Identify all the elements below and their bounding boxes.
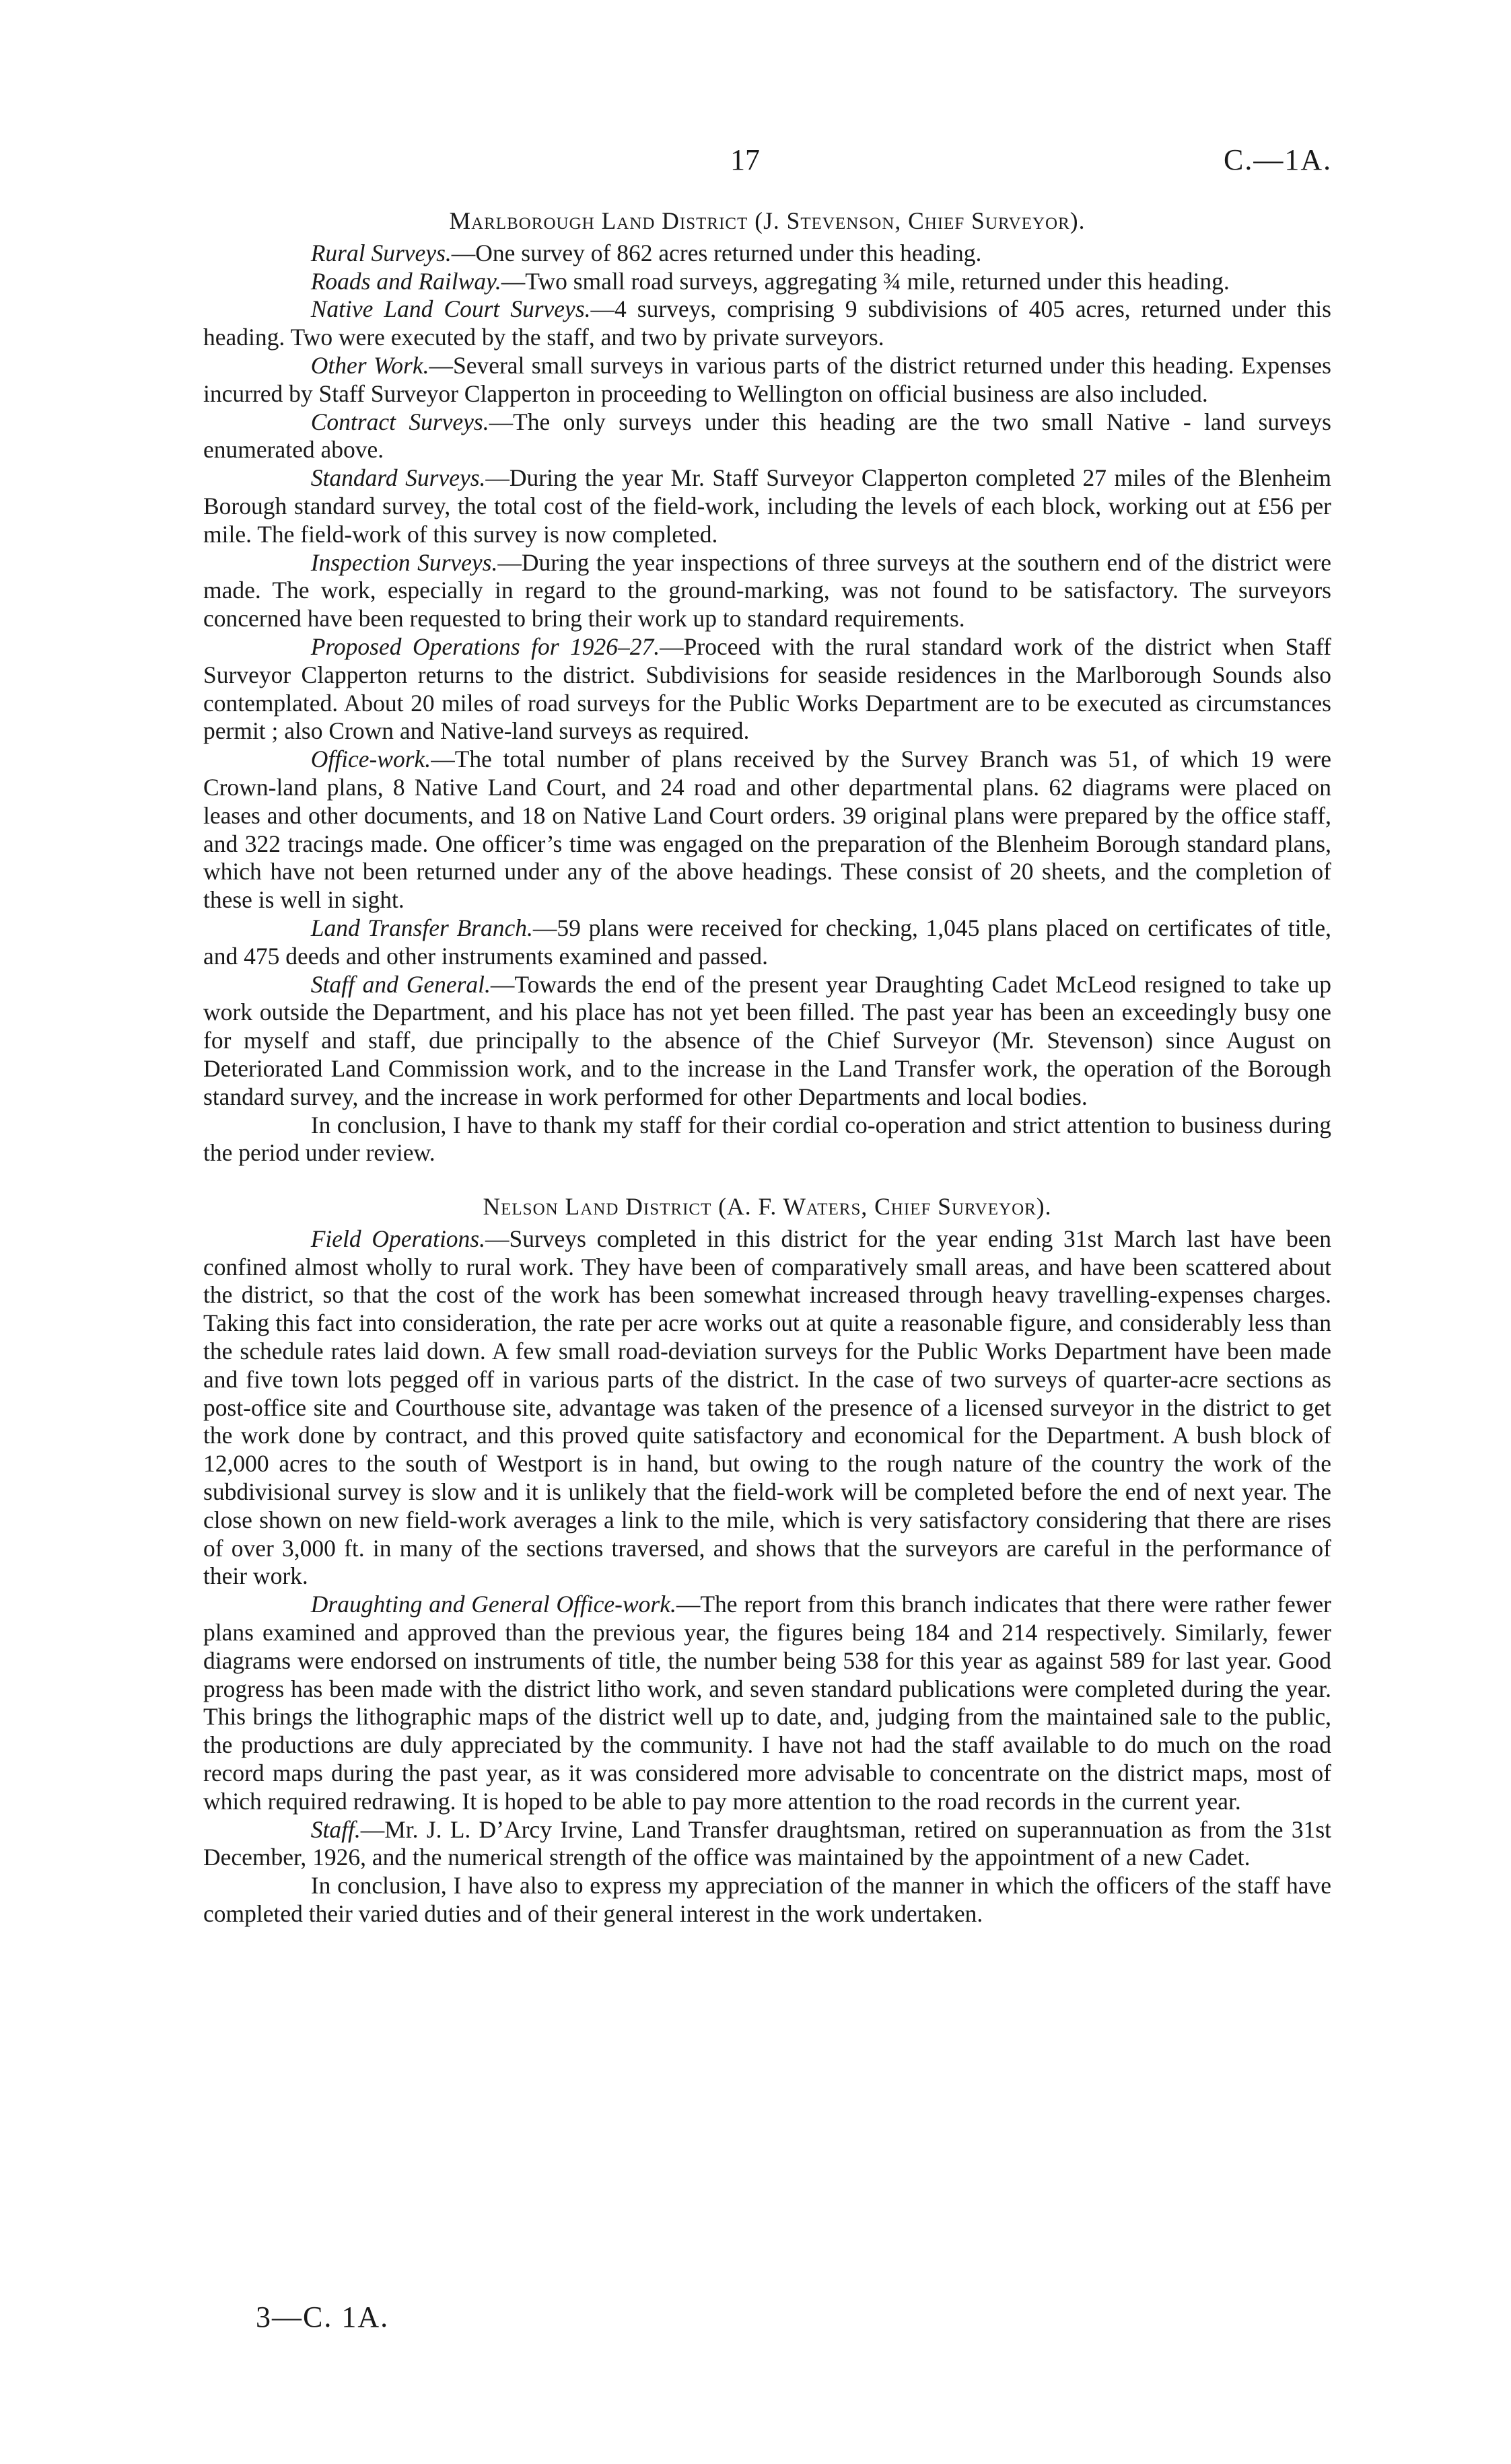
paragraph <box>203 746 1331 914</box>
paragraph <box>203 1816 1331 1873</box>
paragraph-text: —Several small surveys in various parts of the district returned under this heading. Expenses incurred by Staff Surveyor Clapperton in proceeding to Wellington on official business are also included. <box>203 351 1332 407</box>
paragraph <box>203 464 1331 548</box>
paragraph-heading: Land Transfer Branch. <box>310 914 533 941</box>
paragraph-text: —Proceed with the rural standard work of the district when Staff Surveyor Clapperton returns to the district. Subdivisions for seaside residences in the Marlborough Sounds also contemplated. About 20 miles of road surveys for the Public Works Department are to be executed as circumstances permit ; also Crown and Native-land surveys as required. <box>203 632 1331 745</box>
paragraph-text: —The report from this branch indicates that there were rather fewer plans examined and approved than the previous year, the figures being 184 and 214 respectively. Similarly, fewer diagrams were endorsed on instruments of title, the number being 538 for this year as against 589 for last year. Good progress has been made with the district litho work, and seven standard publications were completed during the year. This brings the lithographic maps of the district well up to date, and, judging from the maintained sale to the public, the productions are duly appreciated by the community. I have not had the staff available to do much on the road record maps during the past year, as it was considered more advisable to concentrate on the district maps, most of which required redrawing. It is hoped to be able to pay more attention to the road records in the current year. <box>203 1591 1331 1815</box>
paragraph <box>203 295 1331 352</box>
paragraph-heading: Office-work. <box>310 746 431 773</box>
page-number: 17 <box>730 143 760 176</box>
paragraph-heading: Standard Surveys. <box>310 464 486 492</box>
paragraph-text: —The total number of plans received by the Survey Branch was 51, of which 19 were Crown-land plans, 8 Native Land Court, and 24 road and other departmental plans. 62 diagrams were placed on leases and other documents, and 18 on Native Land Court orders. 39 original plans were prepared by the office staff, and 322 tracings made. One officer’s time was engaged on the preparation of the Blenheim Borough standard plans, which have not been returned under any of the above headings. These consist of 20 sheets, and the completion of these is well in sight. <box>203 746 1331 914</box>
paragraph-heading: Roads and Railway. <box>310 267 501 295</box>
paragraph <box>203 1591 1331 1815</box>
section-title: Marlborough Land District (J. Stevenson, Chief Surveyor). <box>449 207 1086 234</box>
paragraph-heading: Inspection Surveys. <box>310 548 498 576</box>
paragraph <box>203 268 1331 296</box>
paragraph <box>203 1112 1331 1168</box>
paragraph <box>203 1872 1331 1928</box>
paragraph-text: In conclusion, I have to thank my staff for their cordial co-operation and strict attention to business during the period under review. <box>203 1111 1331 1167</box>
paragraph-text: —4 surveys, comprising 9 subdivisions of 405 acres, returned under this heading. Two were executed by the staff, and two by private surveyors. <box>203 295 1331 351</box>
paragraph <box>203 633 1331 746</box>
paragraph <box>203 1225 1331 1591</box>
paragraph-text: —Towards the end of the present year Draughting Cadet McLeod resigned to take up work outside the Department, and his place has not yet been filled. The past year has been an exceedingly busy one for myself and staff, due principally to the absence of the Chief Surveyor (Mr. Stevenson) since August on Deteriorated Land Commission work, and to the increase in the Land Transfer work, the operation of the Borough standard survey, and the increase in work performed for other Departments and local bodies. <box>203 970 1331 1110</box>
paragraph-heading: Field Operations. <box>310 1225 485 1252</box>
paragraph-text: —Mr. J. L. D’Arcy Irvine, Land Transfer draughtsman, retired on superannuation as from the 31st December, 1926, and the numerical strength of the office was maintained by the appointment of a new Cadet. <box>203 1815 1331 1871</box>
paragraph <box>203 408 1331 465</box>
paragraph <box>203 240 1331 268</box>
section-spacer <box>203 1167 1331 1193</box>
paragraph-heading: Other Work. <box>310 351 429 379</box>
signature-mark: 3—C. 1A. <box>256 2300 390 2333</box>
section-nelson <box>203 1193 1331 1928</box>
paragraph-text: —Two small road surveys, aggregating ¾ mile, returned under this heading. <box>501 267 1230 295</box>
paragraph-heading: Rural Surveys. <box>310 239 452 266</box>
paragraph-text: —During the year Mr. Staff Surveyor Clapperton completed 27 miles of the Blenheim Borough standard survey, the total cost of the field-work, including the levels of each block, working out at £56 per mile. The field-work of this survey is now completed. <box>203 464 1332 548</box>
paragraph <box>203 971 1331 1112</box>
paragraph-heading: Proposed Operations for 1926–27. <box>310 632 660 660</box>
paragraph-text: —Surveys completed in this district for the year ending 31st March last have been confined almost wholly to rural work. They have been of comparatively small areas, and have been scattered about the district, so that the cost of the work has been somewhat increased through heavy travelling-expenses charges. Taking this fact into consideration, the rate per acre works out at quite a reasonable figure, and considerably less than the schedule rates laid down. A few small road-deviation surveys for the Public Works Department have been made and five town lots pegged off in various parts of the district. In the case of two surveys of quarter-acre sections as post-office site and Courthouse site, advantage was taken of the presence of a licensed surveyor in the district to get the work done by contract, and this proved quite satisfactory and economical for the Department. A bush block of 12,000 acres to the south of Westport is in hand, but owing to the rough nature of the country the work of the subdivisional survey is slow and it is unlikely that the field-work will be completed before the end of next year. The close shown on new field-work averages a link to the mile, which is very satisfactory considering that there are rises of over 3,000 ft. in many of the sections traversed, and shows that the surveyors are careful in the performance of their work. <box>203 1225 1331 1590</box>
paragraph-heading: Native Land Court Surveys. <box>310 295 591 323</box>
paragraph-heading: Draughting and General Office-work. <box>310 1591 676 1618</box>
paragraph <box>203 352 1331 408</box>
paragraph-heading: Staff and General. <box>310 970 491 998</box>
paragraph-text: —59 plans were received for checking, 1,045 plans placed on certificates of title, and 475 deeds and other instruments examined and passed. <box>203 914 1332 970</box>
paragraph <box>203 914 1331 971</box>
paragraph-text: —During the year inspections of three surveys at the southern end of the district were made. The work, especially in regard to the ground-marking, was not found to be satisfactory. The surveyors concerned have been requested to bring their work up to standard requirements. <box>203 548 1331 632</box>
section-marlborough <box>203 207 1331 1167</box>
paragraph <box>203 549 1331 633</box>
paragraph-heading: Staff. <box>310 1815 361 1843</box>
paragraph-text: —One survey of 862 acres returned under this heading. <box>451 239 982 266</box>
paragraph-text: In conclusion, I have also to express my appreciation of the manner in which the officers of the staff have completed their varied duties and of their general interest in the work undertaken. <box>203 1872 1331 1928</box>
paragraph-text: —The only surveys under this heading are the two small Native - land surveys enumerated above. <box>203 408 1331 464</box>
page-reference: C.—1A. <box>1224 143 1333 176</box>
document-body <box>203 207 1331 1928</box>
section-title: Nelson Land District (A. F. Waters, Chief Surveyor). <box>483 1193 1052 1221</box>
paragraph-heading: Contract Surveys. <box>310 408 489 435</box>
